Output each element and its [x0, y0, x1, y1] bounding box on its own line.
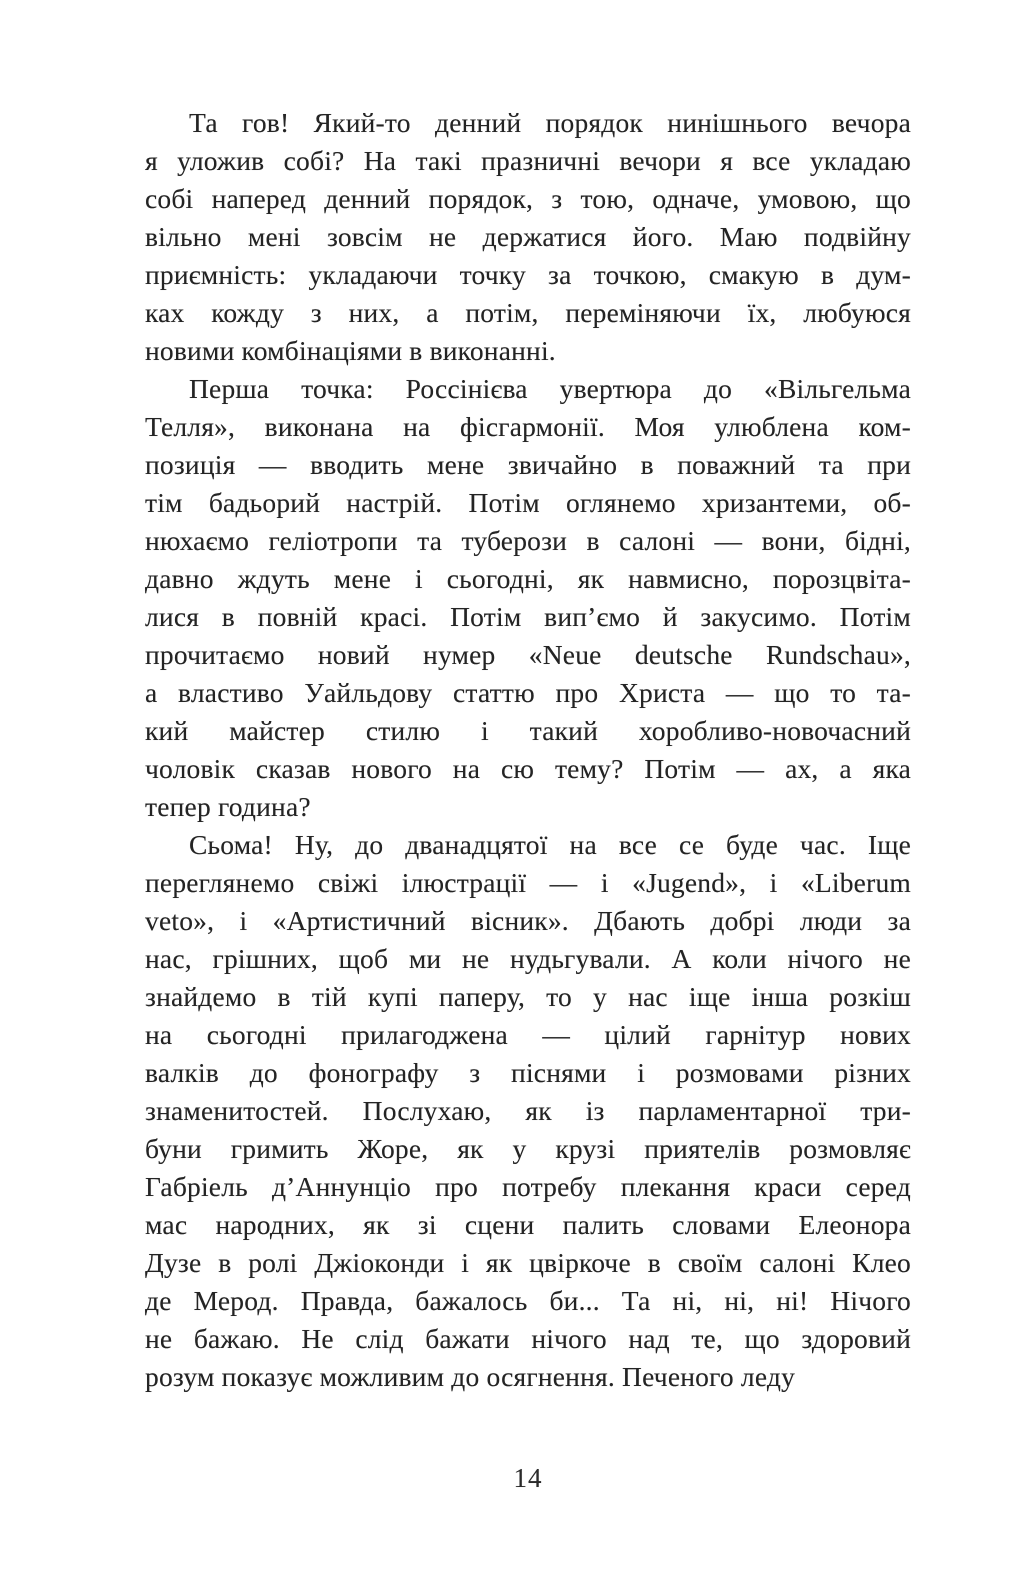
text-line: кий майстер стилю і такий хоробливо-новочасний: [145, 715, 911, 746]
text-line: позиція — вводить мене звичайно в поважний та при: [145, 449, 911, 480]
text-line: переглянемо свіжі ілюстрації — і «Jugend», і «Liberum: [145, 867, 911, 898]
page-number: 14: [513, 1463, 543, 1493]
text-block: [145, 104, 911, 1396]
text-line: я уложив собі? На такі празничні вечори я все укладаю: [145, 145, 911, 176]
text-line: Телля», виконана на фісгармонії. Моя улюблена ком-: [145, 411, 911, 442]
text-line: veto», і «Артистичний вісник». Дбають добрі люди за: [145, 905, 911, 936]
text-line: вільно мені зовсім не держатися його. Маю подвійну: [145, 221, 911, 252]
paragraph: [145, 826, 911, 1396]
text-line: буни гримить Жоре, як у крузі приятелів розмовляє: [145, 1133, 911, 1164]
text-line: на сьогодні прилагоджена — цілий гарнітур нових: [145, 1019, 911, 1050]
text-line: приємність: укладаючи точку за точкою, смакую в дум-: [145, 259, 911, 290]
text-line: тім бадьорий настрій. Потім оглянемо хризантеми, об-: [145, 487, 911, 518]
text-line: знаменитостей. Послухаю, як із парламентарної три-: [145, 1095, 911, 1126]
text-line: Сьома! Ну, до дванадцятої на все се буде час. Іще: [189, 829, 911, 860]
paragraph: [145, 104, 911, 370]
text-line: собі наперед денний порядок, з тою, одначе, умовою, що: [145, 183, 911, 214]
text-line: мас народних, як зі сцени палить словами Елеонора: [145, 1209, 911, 1240]
text-line: не бажаю. Не слід бажати нічого над те, що здоровий: [145, 1323, 911, 1354]
text-line: новими комбінаціями в виконанні.: [145, 335, 556, 366]
text-line: чоловік сказав нового на сю тему? Потім — ах, а яка: [145, 753, 911, 784]
text-line: валків до фонографу з піснями і розмовами різних: [145, 1057, 911, 1088]
text-line: Перша точка: Россінієва увертюра до «Вільгельма: [189, 373, 911, 404]
paragraph: [145, 370, 911, 826]
text-line: давно ждуть мене і сьогодні, як навмисно, порозцвіта-: [145, 563, 911, 594]
text-line: де Мерод. Правда, бажалось би... Та ні, ні, ні! Нічого: [145, 1285, 911, 1316]
text-line: нюхаємо геліотропи та туберози в салоні — вони, бідні,: [145, 525, 911, 556]
text-line: Габріель д’Аннунціо про потребу плекання краси серед: [145, 1171, 911, 1202]
text-line: прочитаємо новий нумер «Neue deutsche Rundschau»,: [145, 639, 911, 670]
text-line: а властиво Уайльдову статтю про Христа — що то та-: [145, 677, 911, 708]
text-line: ках кожду з них, а потім, переміняючи їх, любуюся: [145, 297, 911, 328]
text-line: нас, грішних, щоб ми не нудьгували. А коли нічого не: [145, 943, 911, 974]
text-line: знайдемо в тій купі паперу, то у нас іще інша розкіш: [145, 981, 911, 1012]
text-line: Дузе в ролі Джіоконди і як цвіркоче в своїм салоні Клео: [145, 1247, 911, 1278]
text-line: лися в повній красі. Потім вип’ємо й закусимо. Потім: [145, 601, 911, 632]
text-line: розум показує можливим до осягнення. Печеного леду: [145, 1361, 796, 1392]
text-line: Та гов! Який-то денний порядок нинішнього вечора: [189, 107, 911, 138]
text-line: тепер година?: [145, 791, 311, 822]
